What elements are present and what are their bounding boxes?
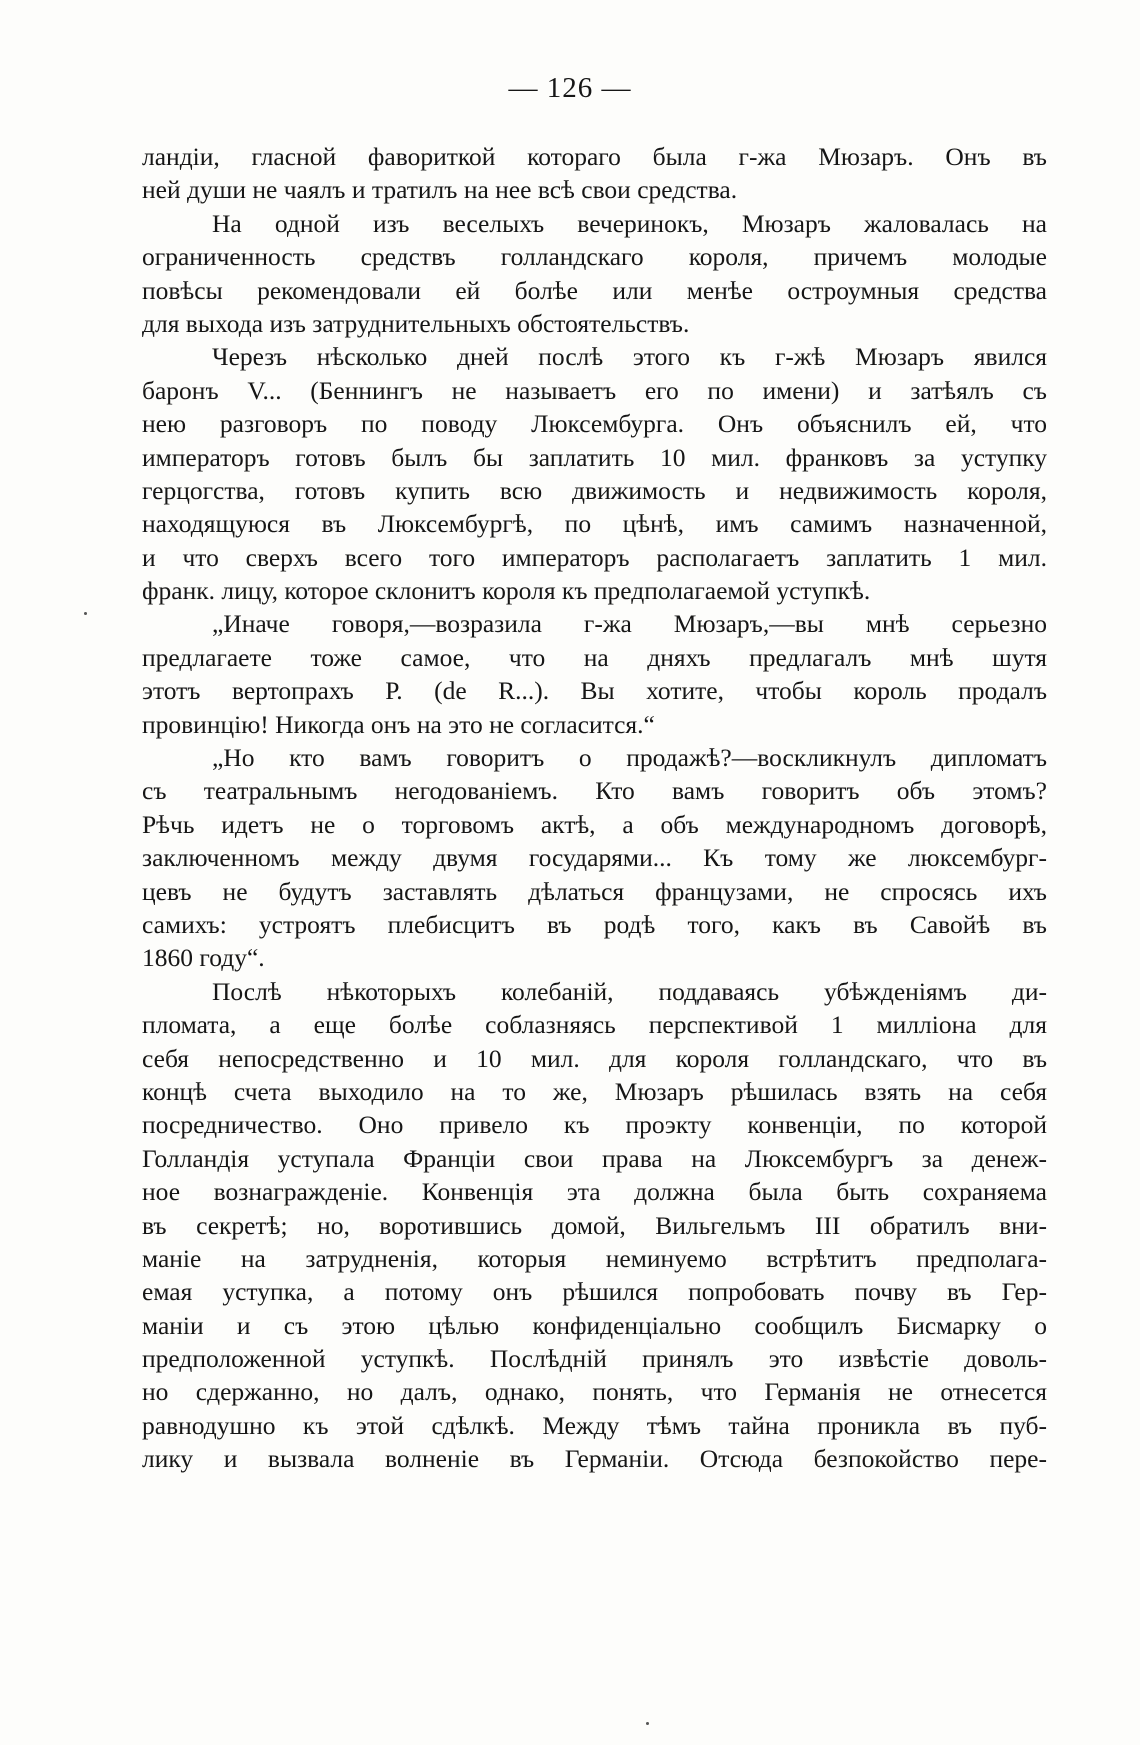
page-number: — 126 — — [508, 72, 632, 104]
text-line: маніе на затрудненія, которыя неминуемо встрѣтитъ предполага- — [142, 1243, 1047, 1273]
text-line: 1860 году“. — [142, 943, 265, 973]
text-line: маніи и съ этою цѣлью конфиденціально сообщилъ Бисмарку о — [142, 1310, 1047, 1340]
body-text — [142, 140, 1047, 1476]
text-line: ландіи, гласной фавориткой котораго была г-жа Мюзаръ. Онъ въ — [142, 142, 1047, 171]
text-line: себя непосредственно и 10 мил. для короля голландскаго, что въ — [142, 1043, 1047, 1073]
text-line: цевъ не будутъ заставлять дѣлаться французами, не спросясь ихъ — [142, 876, 1047, 906]
text-line: Черезъ нѣсколько дней послѣ этого къ г-жѣ Мюзаръ явился — [212, 342, 1047, 372]
text-line: нею разговоръ по поводу Люксембурга. Онъ объяснилъ ей, что — [142, 409, 1047, 439]
text-line: заключенномъ между двумя государями... Къ тому же люксембург- — [142, 843, 1047, 873]
text-line: посредничество. Оно привело къ проэкту конвенціи, по которой — [142, 1110, 1047, 1140]
text-line: самихъ: устроятъ плебисцитъ въ родѣ того, какъ въ Савойѣ въ — [142, 909, 1047, 939]
text-line: ней души не чаялъ и тратилъ на нее всѣ свои средства. — [142, 175, 738, 205]
text-line: герцогства, готовъ купить всю движимость и недвижимость короля, — [142, 475, 1047, 505]
text-line: повѣсы рекомендовали ей болѣе или менѣе остроумныя средства — [142, 275, 1047, 305]
text-line: „Иначе говоря,—возразила г-жа Мюзаръ,—вы мнѣ серьезно — [212, 609, 1047, 639]
text-line: находящуюся въ Люксембургѣ, по цѣнѣ, имъ самимъ назначенной, — [142, 509, 1047, 539]
text-line: этотъ вертопрахъ Р. (de R...). Вы хотите, чтобы король продалъ — [142, 676, 1047, 706]
text-line: Рѣчь идетъ не о торговомъ актѣ, а объ международномъ договорѣ, — [142, 809, 1047, 839]
text-line: но сдержанно, но далъ, однако, понять, что Германія не отнесется — [142, 1377, 1047, 1407]
text-line: франк. лицу, которое склонитъ короля къ предполагаемой уступкѣ. — [142, 576, 871, 606]
text-line: императоръ готовъ былъ бы заплатить 10 мил. франковъ за уступку — [142, 442, 1047, 472]
text-line: емая уступка, а потому онъ рѣшился попробовать почву въ Гер- — [142, 1277, 1047, 1307]
print-speck — [84, 612, 87, 615]
text-line: На одной изъ веселыхъ вечеринокъ, Мюзаръ жаловалась на — [212, 208, 1047, 238]
text-line: Голландія уступала Франціи свои права на Люксембургъ за денеж- — [142, 1143, 1047, 1173]
text-line: пломата, а еще болѣе соблазняясь перспективой 1 милліона для — [142, 1010, 1047, 1040]
text-line: ограниченность средствъ голландскаго короля, причемъ молодые — [142, 242, 1047, 272]
text-line: въ секретѣ; но, воротившись домой, Вильгельмъ III обратилъ вни- — [142, 1210, 1047, 1240]
text-line: лику и вызвала волненіе въ Германіи. Отсюда безпокойство пере- — [142, 1444, 1047, 1474]
text-line: равнодушно къ этой сдѣлкѣ. Между тѣмъ тайна проникла въ пуб- — [142, 1410, 1047, 1440]
text-line: баронъ V... (Беннингъ не называетъ его по имени) и затѣялъ съ — [142, 375, 1047, 405]
text-line: съ театральнымъ негодованіемъ. Кто вамъ говоритъ объ этомъ? — [142, 776, 1047, 806]
text-line: ное вознагражденіе. Конвенція эта должна была быть сохраняема — [142, 1177, 1047, 1207]
text-line: „Но кто вамъ говоритъ о продажѣ?—воскликнулъ дипломатъ — [212, 743, 1047, 773]
text-line: предположенной уступкѣ. Послѣдній принялъ это извѣстіе доволь- — [142, 1344, 1047, 1374]
text-line: и что сверхъ всего того императоръ располагаетъ заплатить 1 мил. — [142, 542, 1047, 572]
text-line: провинцію! Никогда онъ на это не согласится.“ — [142, 709, 655, 739]
text-line: предлагаете тоже самое, что на дняхъ предлагалъ мнѣ шутя — [142, 642, 1047, 672]
print-speck — [646, 1722, 649, 1725]
text-line: Послѣ нѣкоторыхъ колебаній, поддаваясь убѣжденіямъ ди- — [212, 976, 1047, 1006]
text-line: для выхода изъ затруднительныхъ обстоятельствъ. — [142, 308, 690, 338]
text-line: концѣ счета выходило на то же, Мюзаръ рѣшилась взять на себя — [142, 1076, 1047, 1106]
